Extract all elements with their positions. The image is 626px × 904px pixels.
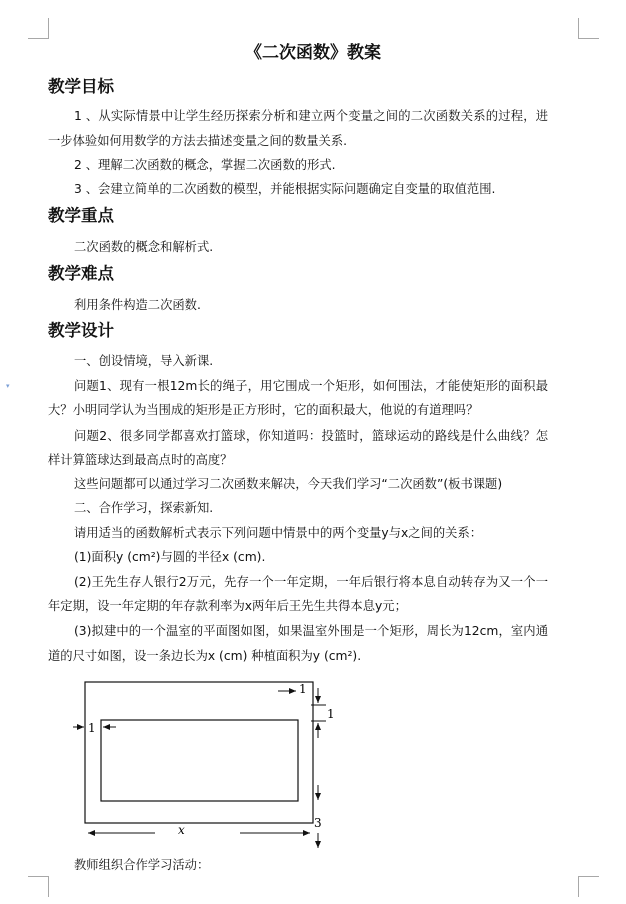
closing-text: 教师组织合作学习活动： bbox=[74, 858, 210, 872]
design-intro: 这些问题都可以通过学习二次函数来解决，今天我们学习“二次函数”(板书课题) bbox=[74, 477, 503, 491]
outer-rectangle bbox=[85, 682, 313, 823]
difficulties-text: 利用条件构造二次函数. bbox=[74, 298, 201, 312]
key-points-text: 二次函数的概念和解析式. bbox=[74, 240, 214, 254]
document-title: 《二次函数》教案 bbox=[245, 43, 381, 63]
problem-3-line-2: 道的尺寸如图，设一条边长为x (cm) 种植面积为y (cm²). bbox=[48, 649, 362, 663]
problem-2-line-1: (2)王先生存人银行2万元，先存一个一年定期，一年后银行将本息自动转存为又一个一 bbox=[74, 575, 548, 589]
objective-2: 2 、理解二次函数的概念，掌握二次函数的形式. bbox=[74, 158, 336, 172]
heading-design: 教学设计 bbox=[48, 321, 114, 340]
inner-rectangle bbox=[101, 720, 298, 801]
design-instruction: 请用适当的函数解析式表示下列问题中情景中的两个变量y与x之间的关系： bbox=[74, 526, 483, 540]
x-dimension-label: x bbox=[178, 823, 185, 837]
heading-key-points: 教学重点 bbox=[48, 206, 114, 225]
problem-1: (1)面积y (cm²)与圆的半径x (cm). bbox=[74, 550, 266, 564]
top-dimension-label: 1 bbox=[299, 682, 307, 696]
design-step-2: 二、合作学习，探索新知. bbox=[74, 501, 214, 515]
heading-objectives: 教学目标 bbox=[48, 77, 114, 96]
objective-1-line-1: 1 、从实际情景中让学生经历探索分析和建立两个变量之间的二次函数关系的过程，进 bbox=[74, 109, 548, 123]
margin-marker-icon: ▾ bbox=[6, 382, 10, 390]
objective-1-line-2: 一步体验如何用数学的方法去描述变量之间的数量关系. bbox=[48, 134, 348, 148]
design-step-1: 一、创设情境，导入新课. bbox=[74, 354, 214, 368]
objective-3: 3 、会建立简单的二次函数的模型，并能根据实际问题确定自变量的取值范围. bbox=[74, 182, 496, 196]
question-1-line-1: 问题1、现有一根12m长的绳子，用它围成一个矩形，如何围法，才能使矩形的面积最 bbox=[74, 379, 548, 393]
question-2-line-1: 问题2、很多同学都喜欢打篮球，你知道吗：投篮时，篮球运动的路线是什么曲线？怎 bbox=[74, 429, 548, 443]
left-dimension-label: 1 bbox=[88, 721, 96, 735]
question-2-line-2: 样计算篮球达到最高点时的高度？ bbox=[48, 453, 233, 467]
problem-2-line-2: 年定期，设一年定期的年存款利率为x两年后王先生共得本息y元； bbox=[48, 599, 407, 613]
problem-3-line-1: (3)拟建中的一个温室的平面图如图，如果温室外围是一个矩形，周长为12cm，室内通 bbox=[74, 624, 548, 638]
right-dimension-label: 1 bbox=[327, 707, 335, 721]
bottom-dimension-label: 3 bbox=[314, 816, 322, 830]
heading-difficulties: 教学难点 bbox=[48, 264, 114, 283]
question-1-line-2: 大？小明同学认为当围成的矩形是正方形时，它的面积最大，他说的有道理吗？ bbox=[48, 403, 479, 417]
